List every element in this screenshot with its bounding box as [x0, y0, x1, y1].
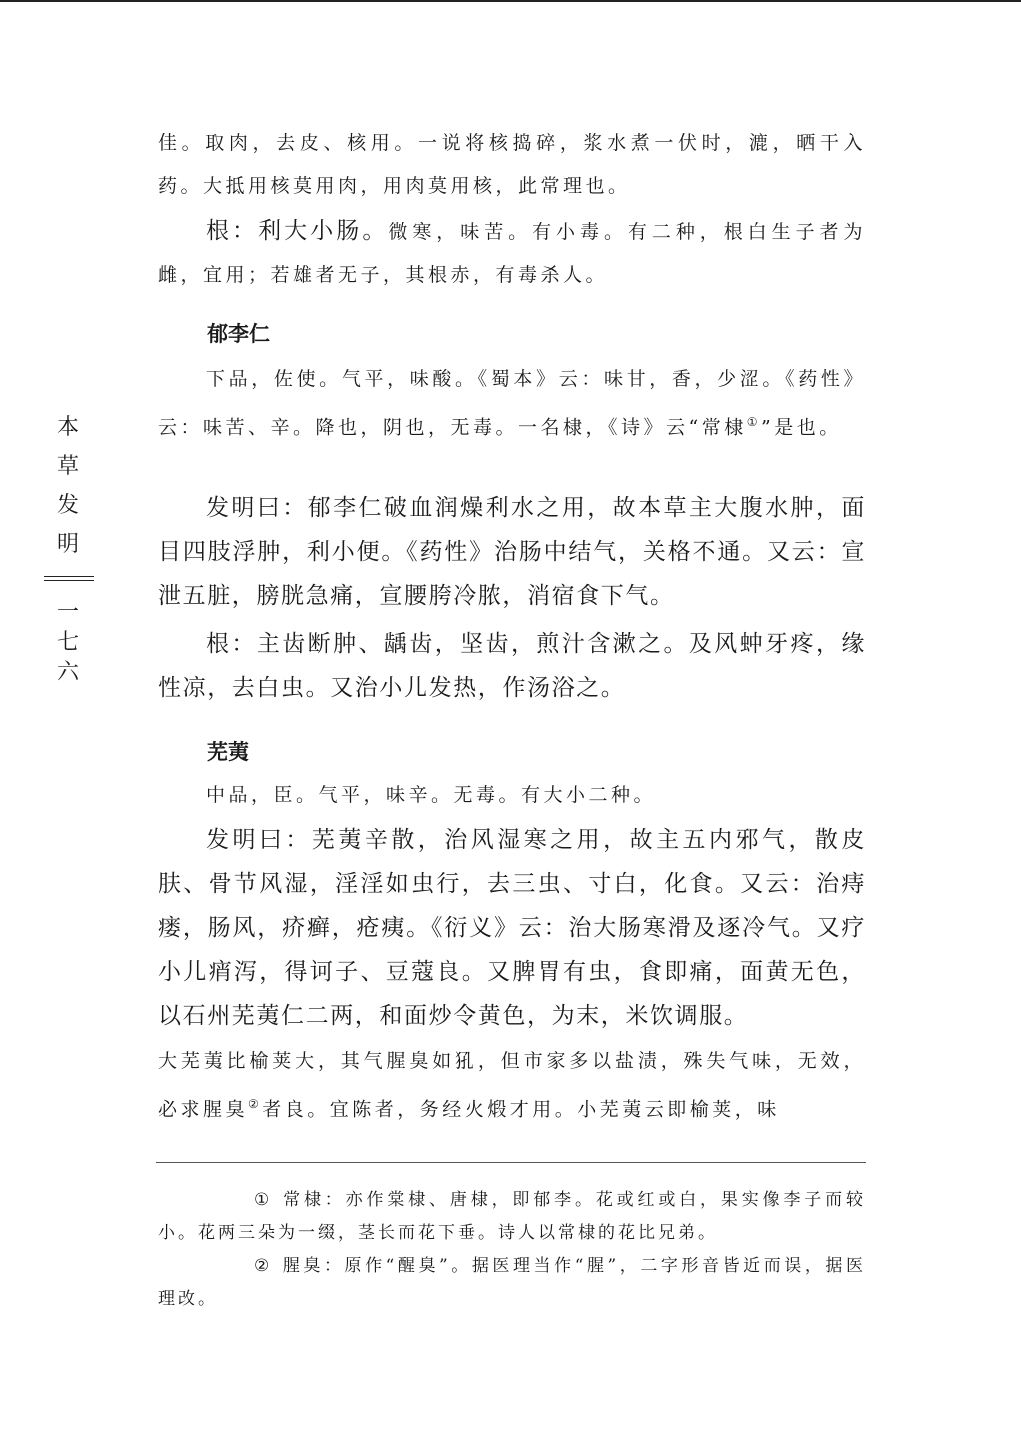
- title-char: 草: [56, 454, 79, 479]
- footnote-text: 腥臭：原作“醒臭”。据医理当作“腥”，二字形音皆近而误，据医理改。: [158, 1256, 866, 1309]
- wuyi-note-paragraph: [158, 1040, 866, 1131]
- page-number-char: 一: [56, 600, 79, 625]
- page-number-char: 七: [56, 630, 79, 655]
- root-lead: 根：利大小肠。: [206, 218, 389, 244]
- root-paragraph: [158, 210, 866, 297]
- yuliren-explanation: 发明曰：郁李仁破血润燥利水之用，故本草主大腹水肿，面目四肢浮肿，利小便。《药性》治肠中结气，关格不通。又云：宣泄五脏，膀胱急痛，宣腰胯冷脓，消宿食下气。: [158, 495, 866, 609]
- footnote-ref-2: ②: [248, 1097, 263, 1111]
- title-char: 本: [56, 415, 79, 440]
- yuliren-intro: [158, 358, 866, 449]
- title-char: 明: [56, 532, 79, 557]
- footnote-number: ①: [254, 1190, 273, 1210]
- root-rest: 微寒，味苦。有小毒。有二种，根白生子者为雌，宜用；若雄者无子，其根赤，有毒杀人。: [158, 221, 866, 286]
- running-book-title: [52, 408, 84, 564]
- wuyi-note-text: 大芜荑比榆荚大，其气腥臭如犼，但市家多以盐渍，殊失气味，无效，必求腥臭: [158, 1050, 866, 1121]
- margin-divider-upper: [44, 576, 94, 577]
- wuyi-intro: 中品，臣。气平，味辛。无毒。有大小二种。: [206, 784, 657, 806]
- entry-heading-wuyi: 芜荑: [207, 740, 249, 764]
- footnote-ref-1: ①: [746, 415, 761, 429]
- footnote-2: [158, 1250, 866, 1316]
- yuliren-root: 根：主齿断肿、龋齿，坚齿，煎汁含漱之。及风蚛牙疼，缘性凉，去白虫。又治小儿发热，作汤浴之。: [158, 631, 866, 701]
- footnote-text: 常棣：亦作棠棣、唐棣，即郁李。花或红或白，果实像李子而较小。花两三朵为一缀，茎长而花下垂。诗人以常棣的花比兄弟。: [158, 1190, 866, 1243]
- footnote-number: ②: [254, 1256, 273, 1276]
- continuation-paragraph: 佳。取肉，去皮、核用。一说将核捣碎，浆水煮一伏时，漉，晒干入药。大抵用核莫用肉，用肉莫用核，此常理也。: [158, 132, 866, 197]
- wuyi-note-tail: 者良。宜陈者，务经火煅才用。小芜荑云即榆荚，味: [262, 1098, 780, 1121]
- margin-divider-lower: [44, 580, 94, 581]
- entry-heading-yuliren: 郁李仁: [207, 322, 270, 346]
- title-char: 发: [56, 493, 79, 518]
- footnote-1: [158, 1184, 866, 1250]
- top-border-rule: [0, 0, 1021, 2]
- page-number-char: 六: [56, 660, 79, 685]
- yuliren-intro-tail: ”是也。: [760, 416, 842, 439]
- footnote-separator: [156, 1162, 866, 1163]
- wuyi-explanation: 发明曰：芜荑辛散，治风湿寒之用，故主五内邪气，散皮肤、骨节风湿，淫淫如虫行，去三虫、寸白，化食。又云：治痔瘘，肠风，疥癣，疮痍。《衍义》云：治大肠寒滑及逐冷气。又疗小儿痟泻，得诃子、豆蔻良。又脾胃有虫，食即痛，面黄无色，以石州芜荑仁二两，和面炒令黄色，为末，米饮调服。: [158, 827, 866, 1029]
- yuliren-intro-text: 下品，佐使。气平，味酸。《蜀本》云：味甘，香，少涩。《药性》云：味苦、辛。降也，阴也，无毒。一名棣，《诗》云“常棣: [158, 368, 866, 439]
- page-number: [52, 598, 84, 688]
